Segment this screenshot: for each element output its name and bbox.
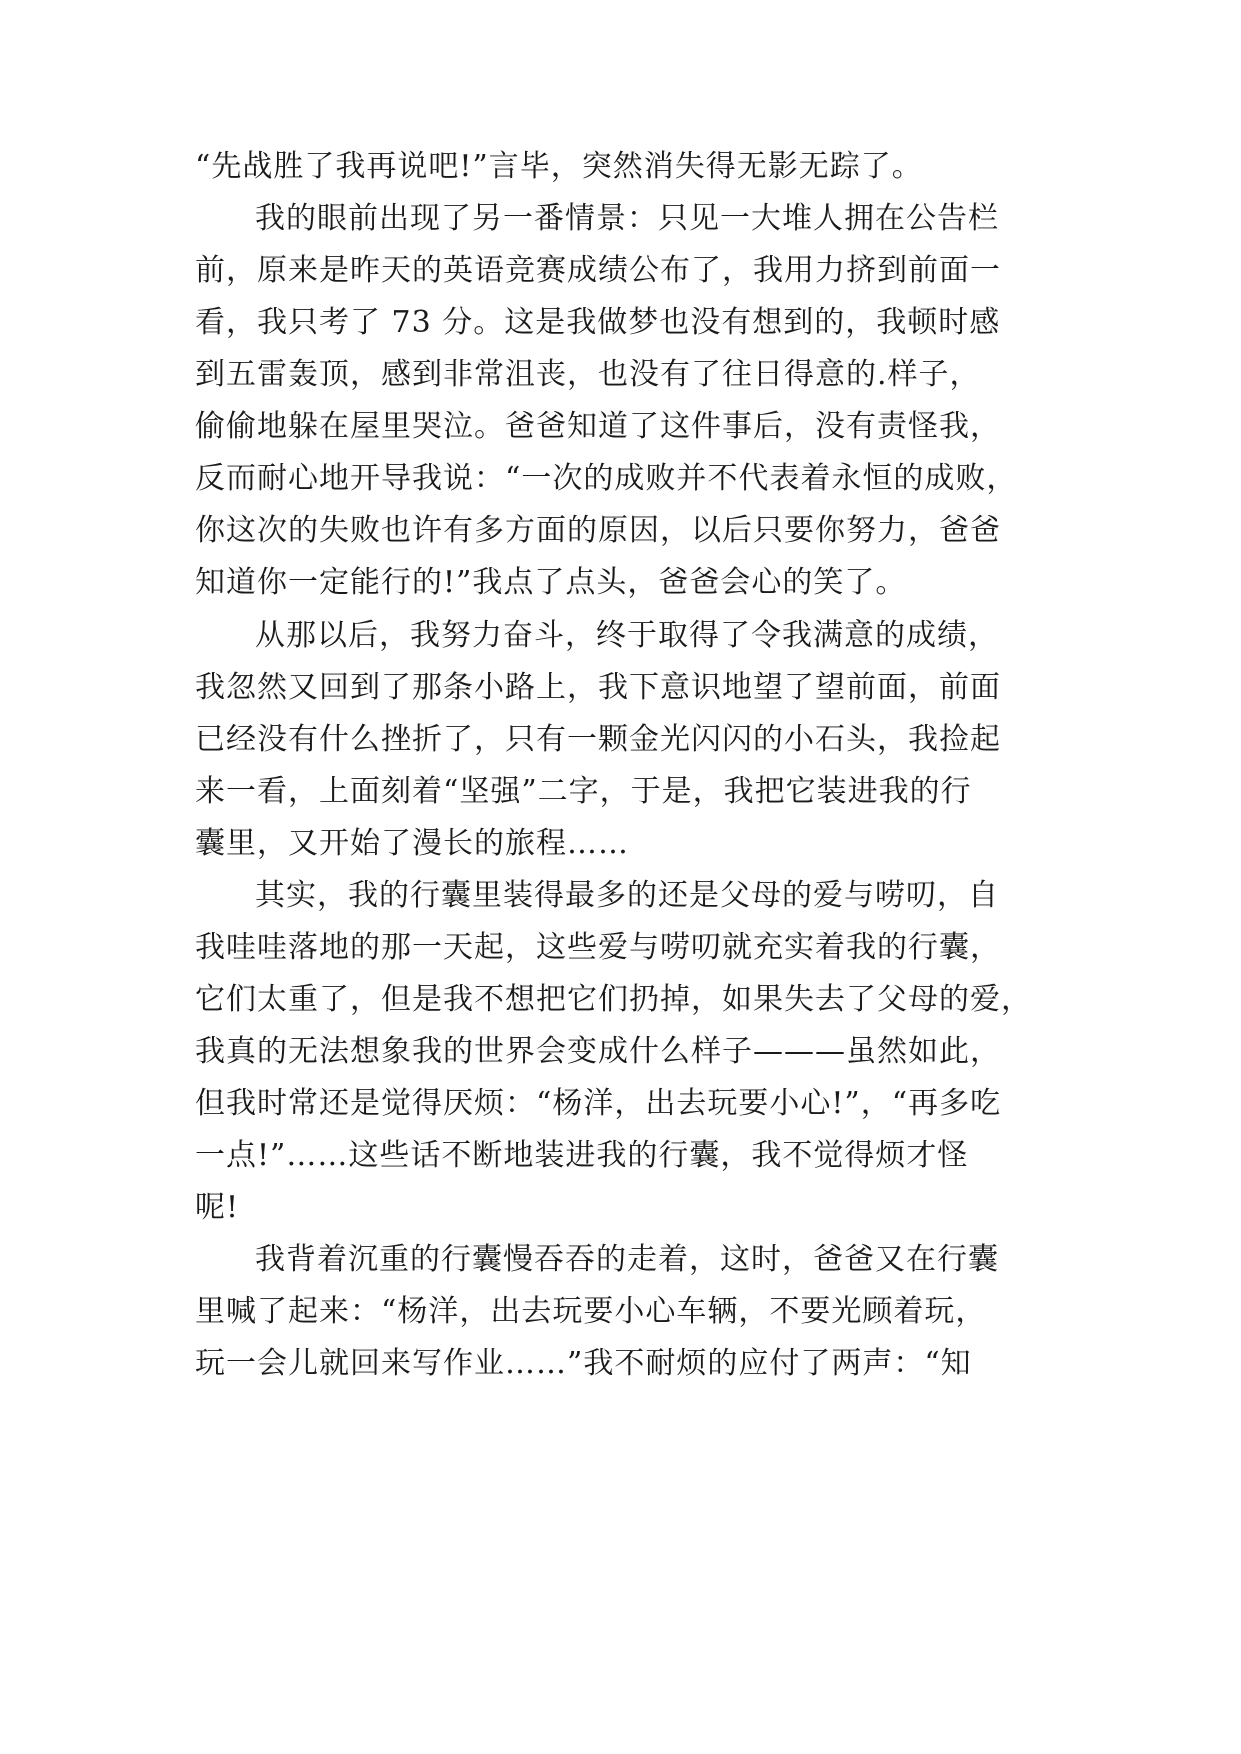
text-line: 已经没有什么挫折了，只有一颗金光闪闪的小石头，我捡起 <box>195 722 1001 757</box>
text-line: 呢! <box>195 1190 240 1225</box>
paragraph-first-line: 从那以后，我努力奋斗，终于取得了令我满意的成绩， <box>255 618 999 653</box>
text-line: “先战胜了我再说吧!”言毕，突然消失得无影无踪了。 <box>195 149 923 184</box>
text-line: 但我时常还是觉得厌烦：“杨洋，出去玩要小心!”，“再多吃 <box>195 1086 1002 1121</box>
text-line: 看，我只考了 73 分。这是我做梦也没有想到的，我顿时感 <box>195 305 1001 340</box>
text-line: 一点!”……这些话不断地装进我的行囊，我不觉得烦才怪 <box>195 1138 969 1173</box>
text-line: 里喊了起来：“杨洋，出去玩要小心车辆，不要光顾着玩， <box>195 1294 987 1329</box>
text-line: 你这次的失败也许有多方面的原因，以后只要你努力，爸爸 <box>195 513 1001 548</box>
text-line: 到五雷轰顶，感到非常沮丧，也没有了往日得意的.样子， <box>195 357 981 392</box>
text-line: 前，原来是昨天的英语竞赛成绩公布了，我用力挤到前面一 <box>195 253 1001 288</box>
paragraph-first-line: 我的眼前出现了另一番情景：只见一大堆人拥在公告栏 <box>255 201 999 236</box>
paragraph-first-line: 其实，我的行囊里装得最多的还是父母的爱与唠叨，自 <box>255 878 999 913</box>
paragraph-first-line: 我背着沉重的行囊慢吞吞的走着，这时，爸爸又在行囊 <box>255 1242 999 1277</box>
text-line: 我哇哇落地的那一天起，这些爱与唠叨就充实着我的行囊， <box>195 930 1001 965</box>
text-line: 知道你一定能行的!”我点了点头，爸爸会心的笑了。 <box>195 565 907 600</box>
text-line: 反而耐心地开导我说：“一次的成败并不代表着永恒的成败， <box>195 461 1018 496</box>
text-line: 囊里，又开始了漫长的旅程…… <box>195 826 629 861</box>
text-line: 偷偷地躲在屋里哭泣。爸爸知道了这件事后，没有责怪我， <box>195 409 1001 444</box>
text-line: 它们太重了，但是我不想把它们扔掉，如果失去了父母的爱， <box>195 982 1032 1017</box>
text-line: 我忽然又回到了那条小路上，我下意识地望了望前面，前面 <box>195 670 1001 705</box>
text-line: 我真的无法想象我的世界会变成什么样子———虽然如此， <box>195 1034 1001 1069</box>
text-line: 来一看，上面刻着“坚强”二字，于是，我把它装进我的行 <box>195 774 972 809</box>
text-line: 玩一会儿就回来写作业……”我不耐烦的应付了两声：“知 <box>195 1346 972 1381</box>
